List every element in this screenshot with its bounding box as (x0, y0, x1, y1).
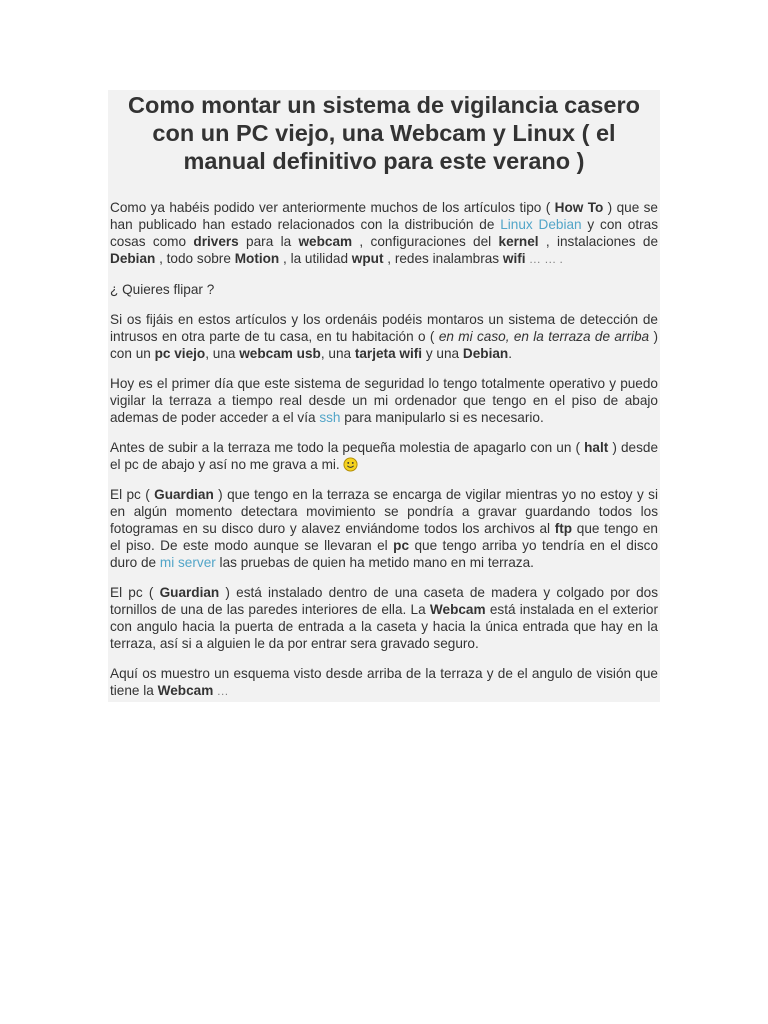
article-body (108, 199, 660, 700)
link-ssh[interactable]: ssh (319, 410, 341, 425)
smiley-face-icon (343, 457, 358, 472)
paragraph-7: El pc ( Guardian ) está instalado dentro de una caseta de madera y colgado por dos tornillos de una de las paredes interiores de ella. La Webcam está instalada en el exterior con angulo hacia la puerta de entrada a la caseta y hacia la única entrada que hay en la terraza, así si a alguien le da por entrar sera gravado seguro. (110, 585, 658, 651)
article-content (108, 90, 660, 702)
paragraph-6: El pc ( Guardian ) que tengo en la terraza se encarga de vigilar mientras yo no estoy y si en algún momento detectara movimiento se pondría a gravar guardando todos los fotogramas en su disco duro y alavez enviándome todos los archivos al ftp que tengo en el piso. De este modo aunque se llevaran el pc que tengo arriba yo tendría en el disco duro de mi server las pruebas de quien ha metido mano en mi terraza. (110, 487, 659, 570)
paragraph-5: Antes de subir a la terraza me todo la pequeña molestia de apagarlo con un ( halt ) desde el pc de abajo y así no me grava a mi. (110, 440, 659, 472)
paragraph-2: ¿ Quieres flipar ? (110, 282, 215, 297)
paragraph-8: Aquí os muestro un esquema visto desde arriba de la terraza y de el angulo de visión que tiene la Webcam … (110, 666, 658, 698)
paragraph-1: Como ya habéis podido ver anteriormente muchos de los artículos tipo ( How To ) que se han publicado han estado relacionados con la distribución de Linux Debian y con otras cosas como drivers para la webcam , configuraciones del kernel , instalaciones de Debian , todo sobre Motion , la utilidad wput , redes inalambras wifi … … . (110, 200, 659, 266)
paragraph-4: Hoy es el primer día que este sistema de seguridad lo tengo totalmente operativo y puedo vigilar la terraza a tiempo real desde un mi ordenador que tengo en el piso de abajo ademas de poder acceder a el vía ssh para manipularlo si es necesario. (110, 376, 658, 425)
link-linux-debian[interactable]: Linux Debian (500, 217, 582, 232)
link-mi-server[interactable]: mi server (159, 555, 216, 570)
ellipsis: … (213, 684, 229, 698)
paragraph-3: Si os fijáis en estos artículos y los ordenáis podéis montaros un sistema de detección de intrusos en otra parte de tu casa, en tu habitación o ( en mi caso, en la terraza de arriba ) con un pc viejo, una webcam usb, una tarjeta wifi y una Debian. (110, 312, 658, 361)
ellipsis: … … . (525, 252, 563, 266)
article-title: Como montar un sistema de vigilancia casero con un PC viejo, una Webcam y Linux ( el manual definitivo para este verano ) (128, 92, 640, 174)
